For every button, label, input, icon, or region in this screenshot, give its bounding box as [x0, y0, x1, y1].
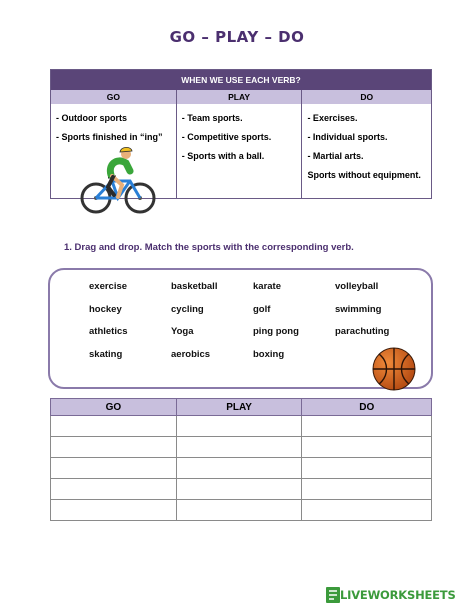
sport-word-swimming[interactable]: swimming	[335, 304, 382, 315]
do-rule: Sports without equipment.	[307, 170, 421, 180]
drop-cell-do[interactable]	[302, 479, 432, 500]
play-rules-cell	[176, 104, 302, 199]
drop-cell-play[interactable]	[176, 416, 302, 437]
play-rule: - Team sports.	[181, 113, 243, 123]
answer-row	[51, 479, 432, 500]
sport-word-volleyball[interactable]: volleyball	[335, 281, 379, 292]
play-rule: - Competitive sports.	[181, 132, 272, 142]
drop-cell-go[interactable]	[51, 500, 177, 521]
drop-cell-do[interactable]	[302, 437, 432, 458]
do-rule: - Exercises.	[307, 113, 358, 123]
page-title: GO – PLAY – DO	[169, 28, 305, 46]
sport-word-ping-pong[interactable]: ping pong	[253, 326, 299, 337]
liveworksheets-brand[interactable]: LIVEWORKSHEETS	[340, 588, 456, 602]
verb-column-play: PLAY	[176, 90, 302, 104]
answer-column-play: PLAY	[176, 399, 302, 416]
drop-cell-go[interactable]	[51, 416, 177, 437]
do-rule: - Martial arts.	[307, 151, 364, 161]
go-rule: - Outdoor sports	[56, 113, 127, 123]
drop-cell-play[interactable]	[176, 479, 302, 500]
answer-row	[51, 458, 432, 479]
drop-cell-play[interactable]	[176, 458, 302, 479]
drop-cell-do[interactable]	[302, 458, 432, 479]
verb-column-go: GO	[51, 90, 177, 104]
go-rule: - Sports finished in “ing”	[56, 132, 163, 142]
answer-column-go: GO	[51, 399, 177, 416]
drop-cell-play[interactable]	[176, 500, 302, 521]
instruction-text: 1. Drag and drop. Match the sports with the corresponding verb.	[64, 242, 354, 253]
sport-word-parachuting[interactable]: parachuting	[335, 326, 390, 337]
drop-cell-go[interactable]	[51, 479, 177, 500]
sport-word-cycling[interactable]: cycling	[171, 304, 204, 315]
cyclist-illustration	[78, 143, 158, 218]
answer-row	[51, 416, 432, 437]
basketball-illustration	[371, 346, 417, 392]
sport-word-golf[interactable]: golf	[253, 304, 271, 315]
verb-column-do: DO	[302, 90, 432, 104]
play-rule: - Sports with a ball.	[181, 151, 265, 161]
drop-cell-do[interactable]	[302, 500, 432, 521]
do-rules-cell	[302, 104, 432, 199]
drop-cell-do[interactable]	[302, 416, 432, 437]
sport-word-aerobics[interactable]: aerobics	[171, 349, 211, 360]
answer-column-do: DO	[302, 399, 432, 416]
drop-cell-go[interactable]	[51, 458, 177, 479]
sport-word-karate[interactable]: karate	[253, 281, 281, 292]
liveworksheets-logo-icon	[326, 587, 340, 603]
answer-table	[50, 398, 432, 521]
drop-cell-go[interactable]	[51, 437, 177, 458]
verb-table-header: WHEN WE USE EACH VERB?	[51, 70, 432, 91]
sport-word-boxing[interactable]: boxing	[253, 349, 285, 360]
sport-word-basketball[interactable]: basketball	[171, 281, 218, 292]
answer-row	[51, 437, 432, 458]
do-rule: - Individual sports.	[307, 132, 388, 142]
sport-word-exercise[interactable]: exercise	[89, 281, 128, 292]
sport-word-athletics[interactable]: athletics	[89, 326, 128, 337]
drop-cell-play[interactable]	[176, 437, 302, 458]
sport-word-skating[interactable]: skating	[89, 349, 123, 360]
sport-word-hockey[interactable]: hockey	[89, 304, 122, 315]
answer-row	[51, 500, 432, 521]
sport-word-yoga[interactable]: Yoga	[171, 326, 194, 337]
